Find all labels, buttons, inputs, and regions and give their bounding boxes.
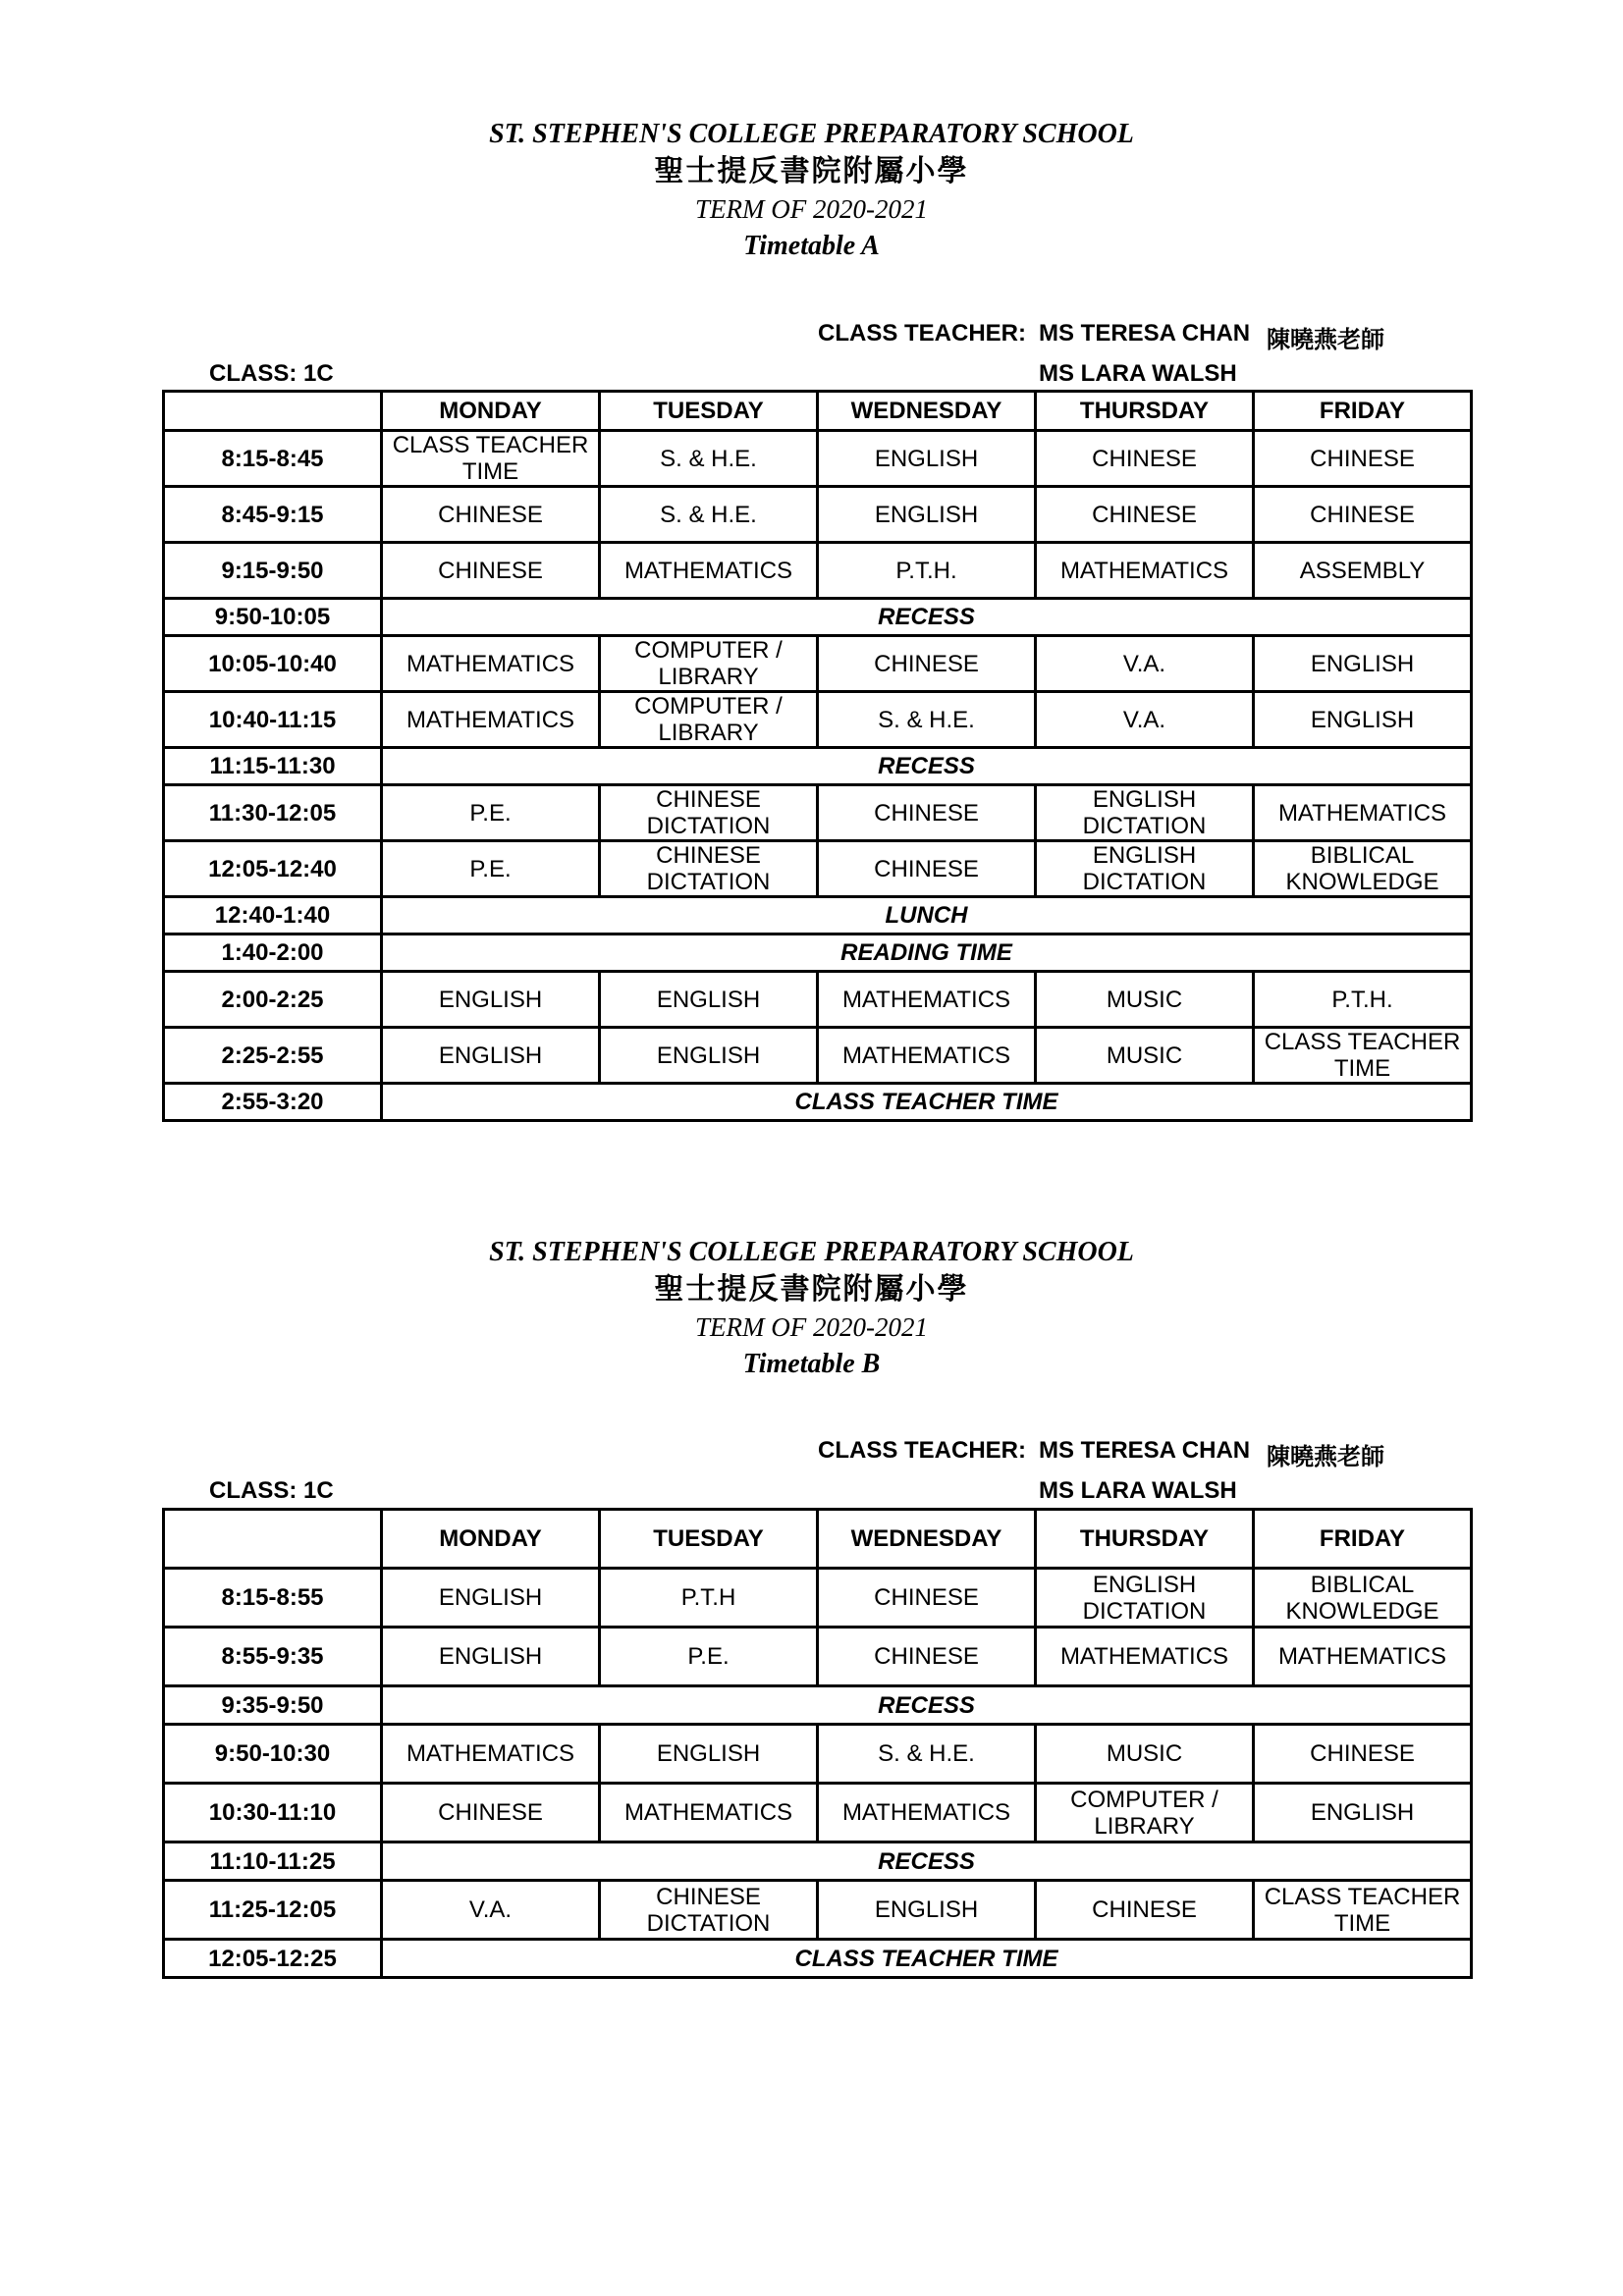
time-cell: 2:00-2:25 (164, 972, 382, 1028)
break-cell: LUNCH (382, 897, 1472, 934)
lesson-cell: ENGLISH (1254, 692, 1472, 748)
lesson-cell: CHINESE DICTATION (600, 841, 818, 897)
lesson-cell: ENGLISH (600, 972, 818, 1028)
day-header: FRIDAY (1254, 392, 1472, 431)
time-cell: 1:40-2:00 (164, 934, 382, 972)
period-row (164, 1028, 1472, 1084)
header-row (164, 1510, 1472, 1569)
lesson-cell: CHINESE (1254, 1725, 1472, 1784)
time-cell: 10:05-10:40 (164, 636, 382, 692)
lesson-cell: CLASS TEACHER TIME (1254, 1028, 1472, 1084)
time-cell: 8:15-8:45 (164, 431, 382, 487)
lesson-cell: MATHEMATICS (1254, 1628, 1472, 1686)
lesson-cell: MATHEMATICS (1254, 785, 1472, 841)
period-row (164, 692, 1472, 748)
lesson-cell: BIBLICAL KNOWLEDGE (1254, 1569, 1472, 1628)
lesson-cell: CHINESE (382, 1784, 600, 1842)
lesson-cell: V.A. (1036, 636, 1254, 692)
timetable-a-header (0, 116, 1623, 265)
day-header: WEDNESDAY (818, 1510, 1036, 1569)
lesson-cell: CHINESE (1254, 487, 1472, 543)
lesson-cell: MATHEMATICS (600, 543, 818, 599)
timetable-a-grid (162, 390, 1473, 1122)
time-cell: 12:40-1:40 (164, 897, 382, 934)
lesson-cell: V.A. (382, 1881, 600, 1940)
day-header: MONDAY (382, 1510, 600, 1569)
school-name: ST. STEPHEN'S COLLEGE PREPARATORY SCHOOL (489, 1237, 1134, 1267)
break-cell: RECESS (382, 599, 1472, 636)
term-label: TERM OF 2020-2021 (695, 194, 928, 224)
lesson-cell: ENGLISH (600, 1028, 818, 1084)
timetable-b-header (0, 1234, 1623, 1383)
lesson-cell: MATHEMATICS (1036, 1628, 1254, 1686)
school-name-chinese: 聖士提反書院附屬小學 (654, 1273, 969, 1306)
lesson-cell: CLASS TEACHER TIME (382, 431, 600, 487)
lesson-cell: MATHEMATICS (382, 636, 600, 692)
lesson-cell: P.T.H. (1254, 972, 1472, 1028)
lesson-cell: MUSIC (1036, 972, 1254, 1028)
lesson-cell: CHINESE (818, 785, 1036, 841)
time-cell: 9:35-9:50 (164, 1686, 382, 1725)
lesson-cell: ENGLISH (600, 1725, 818, 1784)
period-row (164, 1881, 1472, 1940)
lesson-cell: P.E. (382, 785, 600, 841)
time-cell: 9:50-10:30 (164, 1725, 382, 1784)
period-row (164, 785, 1472, 841)
lesson-cell: MATHEMATICS (1036, 543, 1254, 599)
timetable-b-grid (162, 1508, 1473, 1979)
lesson-cell: CHINESE (818, 1628, 1036, 1686)
lesson-cell: S. & H.E. (818, 692, 1036, 748)
lesson-cell: CHINESE (382, 543, 600, 599)
lesson-cell: COMPUTER / LIBRARY (600, 692, 818, 748)
lesson-cell: COMPUTER / LIBRARY (600, 636, 818, 692)
time-cell: 9:50-10:05 (164, 599, 382, 636)
lesson-cell: CHINESE (818, 636, 1036, 692)
time-cell: 10:40-11:15 (164, 692, 382, 748)
lesson-cell: MATHEMATICS (818, 972, 1036, 1028)
lesson-cell: CHINESE (818, 1569, 1036, 1628)
lesson-cell: ENGLISH (382, 972, 600, 1028)
period-row (164, 1569, 1472, 1628)
lesson-cell: CHINESE DICTATION (600, 785, 818, 841)
co-teacher: MS LARA WALSH (1039, 360, 1237, 387)
class-teacher-label: CLASS TEACHER: (818, 1437, 1027, 1464)
class-teacher-chinese: 陳曉燕老師 (1267, 1443, 1384, 1470)
time-cell: 9:15-9:50 (164, 543, 382, 599)
period-row (164, 1725, 1472, 1784)
lesson-cell: CHINESE (1036, 1881, 1254, 1940)
class-teacher-name: MS TERESA CHAN (1039, 1437, 1251, 1464)
period-row (164, 1628, 1472, 1686)
time-cell: 2:25-2:55 (164, 1028, 382, 1084)
day-header: MONDAY (382, 392, 600, 431)
lesson-cell: MATHEMATICS (382, 692, 600, 748)
break-cell: CLASS TEACHER TIME (382, 1940, 1472, 1978)
time-cell: 8:15-8:55 (164, 1569, 382, 1628)
time-cell: 10:30-11:10 (164, 1784, 382, 1842)
lesson-cell: MATHEMATICS (600, 1784, 818, 1842)
corner-cell (164, 1510, 382, 1569)
lesson-cell: MATHEMATICS (382, 1725, 600, 1784)
break-row (164, 1084, 1472, 1121)
class-label: CLASS: 1C (209, 1477, 334, 1504)
period-row (164, 1784, 1472, 1842)
timetable-title: Timetable B (742, 1349, 881, 1379)
lesson-cell: ENGLISH (382, 1628, 600, 1686)
break-cell: RECESS (382, 1842, 1472, 1881)
class-teacher-name: MS TERESA CHAN (1039, 320, 1251, 347)
period-row (164, 841, 1472, 897)
time-cell: 12:05-12:25 (164, 1940, 382, 1978)
period-row (164, 431, 1472, 487)
lesson-cell: CHINESE (1036, 487, 1254, 543)
lesson-cell: CHINESE (382, 487, 600, 543)
lesson-cell: P.T.H (600, 1569, 818, 1628)
break-row (164, 897, 1472, 934)
time-cell: 11:30-12:05 (164, 785, 382, 841)
lesson-cell: CLASS TEACHER TIME (1254, 1881, 1472, 1940)
day-header: THURSDAY (1036, 1510, 1254, 1569)
class-teacher-chinese: 陳曉燕老師 (1267, 326, 1384, 353)
class-teacher-label: CLASS TEACHER: (818, 320, 1027, 347)
day-header: TUESDAY (600, 392, 818, 431)
lesson-cell: ENGLISH DICTATION (1036, 785, 1254, 841)
lesson-cell: S. & H.E. (600, 431, 818, 487)
lesson-cell: ENGLISH (1254, 636, 1472, 692)
break-cell: RECESS (382, 748, 1472, 785)
lesson-cell: MUSIC (1036, 1725, 1254, 1784)
lesson-cell: P.T.H. (818, 543, 1036, 599)
co-teacher: MS LARA WALSH (1039, 1477, 1237, 1504)
break-row (164, 1686, 1472, 1725)
header-row (164, 392, 1472, 431)
lesson-cell: ENGLISH (818, 431, 1036, 487)
period-row (164, 972, 1472, 1028)
break-cell: RECESS (382, 1686, 1472, 1725)
lesson-cell: ENGLISH (382, 1569, 600, 1628)
break-row (164, 934, 1472, 972)
time-cell: 11:10-11:25 (164, 1842, 382, 1881)
lesson-cell: S. & H.E. (600, 487, 818, 543)
lesson-cell: S. & H.E. (818, 1725, 1036, 1784)
lesson-cell: V.A. (1036, 692, 1254, 748)
break-row (164, 1842, 1472, 1881)
time-cell: 2:55-3:20 (164, 1084, 382, 1121)
day-header: THURSDAY (1036, 392, 1254, 431)
corner-cell (164, 392, 382, 431)
lesson-cell: CHINESE (1036, 431, 1254, 487)
lesson-cell: ENGLISH (382, 1028, 600, 1084)
period-row (164, 543, 1472, 599)
lesson-cell: ENGLISH (818, 1881, 1036, 1940)
break-cell: CLASS TEACHER TIME (382, 1084, 1472, 1121)
lesson-cell: ENGLISH (818, 487, 1036, 543)
time-cell: 11:25-12:05 (164, 1881, 382, 1940)
lesson-cell: MATHEMATICS (818, 1028, 1036, 1084)
lesson-cell: ENGLISH (1254, 1784, 1472, 1842)
lesson-cell: ENGLISH DICTATION (1036, 1569, 1254, 1628)
lesson-cell: ENGLISH DICTATION (1036, 841, 1254, 897)
break-cell: READING TIME (382, 934, 1472, 972)
lesson-cell: CHINESE DICTATION (600, 1881, 818, 1940)
break-row (164, 599, 1472, 636)
lesson-cell: BIBLICAL KNOWLEDGE (1254, 841, 1472, 897)
school-name-chinese: 聖士提反書院附屬小學 (654, 155, 969, 187)
term-label: TERM OF 2020-2021 (695, 1312, 928, 1342)
day-header: WEDNESDAY (818, 392, 1036, 431)
time-cell: 11:15-11:30 (164, 748, 382, 785)
day-header: FRIDAY (1254, 1510, 1472, 1569)
lesson-cell: CHINESE (818, 841, 1036, 897)
time-cell: 8:55-9:35 (164, 1628, 382, 1686)
class-label: CLASS: 1C (209, 360, 334, 387)
lesson-cell: MUSIC (1036, 1028, 1254, 1084)
lesson-cell: CHINESE (1254, 431, 1472, 487)
lesson-cell: MATHEMATICS (818, 1784, 1036, 1842)
break-row (164, 1940, 1472, 1978)
lesson-cell: COMPUTER / LIBRARY (1036, 1784, 1254, 1842)
school-name: ST. STEPHEN'S COLLEGE PREPARATORY SCHOOL (489, 119, 1134, 149)
break-row (164, 748, 1472, 785)
time-cell: 8:45-9:15 (164, 487, 382, 543)
lesson-cell: P.E. (382, 841, 600, 897)
timetable-title: Timetable A (743, 231, 880, 261)
period-row (164, 487, 1472, 543)
lesson-cell: ASSEMBLY (1254, 543, 1472, 599)
day-header: TUESDAY (600, 1510, 818, 1569)
time-cell: 12:05-12:40 (164, 841, 382, 897)
lesson-cell: P.E. (600, 1628, 818, 1686)
period-row (164, 636, 1472, 692)
